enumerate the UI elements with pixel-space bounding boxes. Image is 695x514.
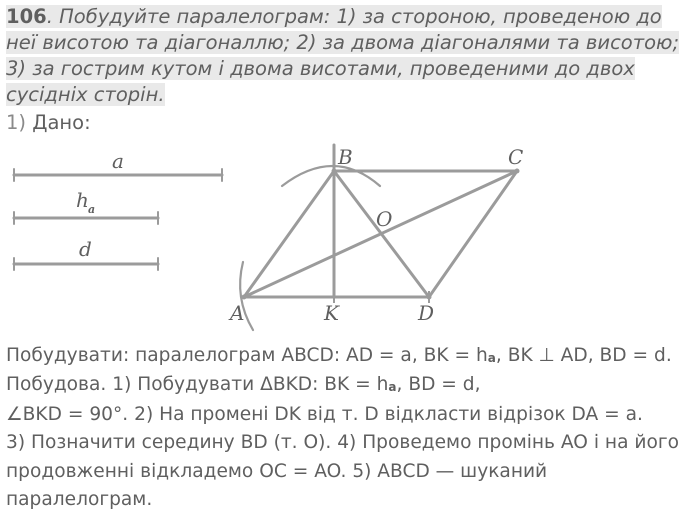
point-K: K	[324, 301, 339, 325]
solution-step1-line: Побудова. 1) Побудувати ΔBKD: BK = ha, BD = d,	[6, 374, 481, 396]
vertex-A-dot	[242, 295, 247, 300]
solution-text	[6, 342, 690, 514]
problem-number: 106	[6, 5, 47, 28]
given-heading	[6, 110, 91, 136]
point-D: D	[418, 301, 435, 325]
solution-build-line: Побудувати: паралелограм ABCD: AD = a, BK = ha, BK ⊥ AD, BD = d.	[6, 345, 672, 366]
vertex-B-dot	[332, 169, 337, 174]
vertex-C-dot	[515, 169, 520, 174]
solution-line-5: продовженні відкладемо OC = AO. 5) ABCD — шуканий	[6, 460, 548, 482]
solution-line-3: ∠BKD = 90°. 2) На промені DK від т. D відкласти відрізок DA = a.	[6, 403, 643, 425]
construction-figure	[0, 140, 560, 340]
solution-line-6: паралелограм.	[6, 489, 153, 511]
problem-statement	[6, 4, 686, 108]
given-number: 1)	[6, 111, 27, 134]
problem-text: . Побудуйте паралелограм: 1) за стороною, проведеною до неї висотою та діагоналлю; 2) за двома діагоналями та висотою; 3) за гострим кутом і двома висотами, проведеними до двох сусідніх сторін.	[6, 5, 680, 106]
label-d: d	[79, 237, 92, 261]
point-C: C	[508, 145, 524, 169]
label-h: h	[76, 188, 89, 212]
point-O: O	[376, 207, 393, 231]
diagonal-BD	[334, 171, 429, 297]
label-h-sub: a	[88, 203, 96, 216]
point-A: A	[230, 301, 245, 325]
point-B: B	[338, 145, 353, 169]
side-AB	[244, 171, 334, 297]
label-a: a	[112, 149, 124, 173]
solution-line-4: 3) Позначити середину BD (т. O). 4) Проведемо промінь AO і на його	[6, 432, 679, 454]
vertex-D-dot	[427, 295, 432, 300]
given-label: Дано:	[32, 111, 91, 134]
